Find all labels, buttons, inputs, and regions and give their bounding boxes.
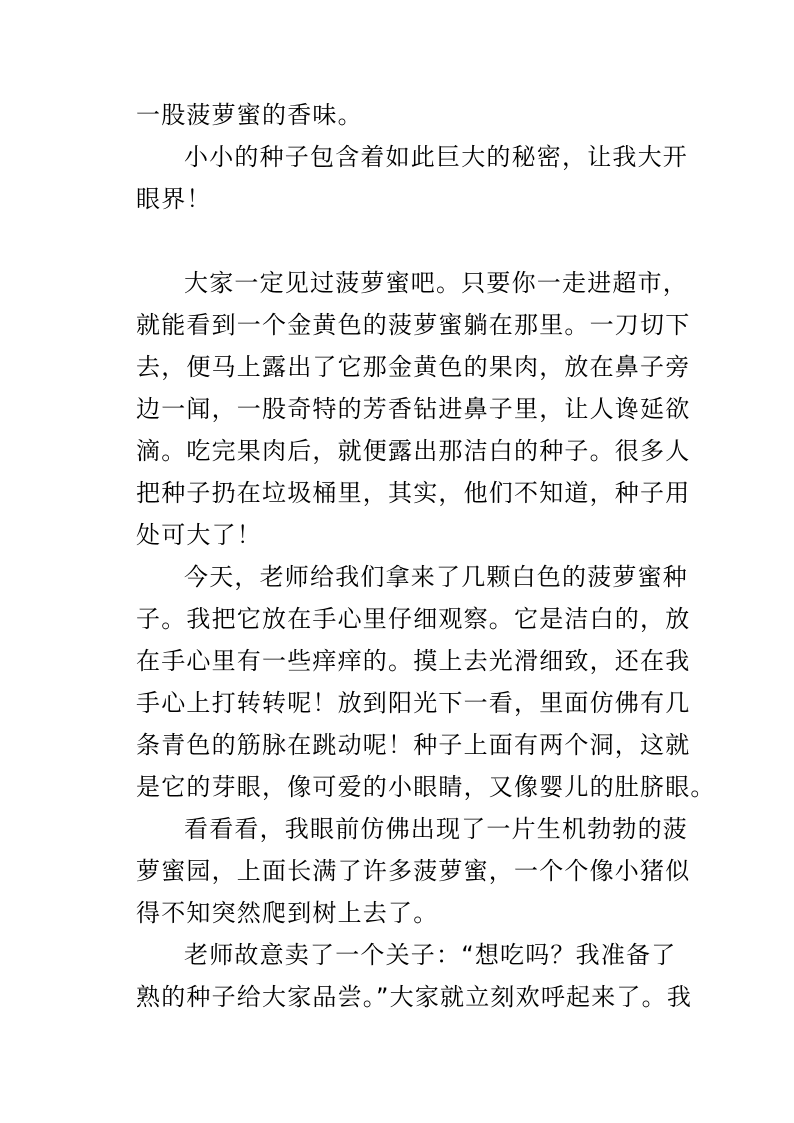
- paragraph: [136, 934, 693, 1018]
- text-line: 边一闻，一股奇特的芳香钻进鼻子里，让人谗延欲: [136, 395, 691, 423]
- text-line: 小小的种子包含着如此巨大的秘密，让我大开: [184, 143, 688, 171]
- paragraph: [136, 808, 691, 934]
- text-line: 条青色的筋脉在跳动呢！种子上面有两个洞，这就: [136, 731, 691, 759]
- text-line: 眼界！: [136, 185, 212, 213]
- text-line: 子。我把它放在手心里仔细观察。它是洁白的，放: [136, 605, 691, 633]
- text-line: 熟的种子给大家品尝。”大家就立刻欢呼起来了。我: [136, 983, 693, 1011]
- text-line: 萝蜜园，上面长满了许多菠萝蜜，一个个像小猪似: [136, 857, 691, 885]
- text-line: 得不知突然爬到树上去了。: [136, 899, 439, 927]
- text-line: 就能看到一个金黄色的菠萝蜜躺在那里。一刀切下: [136, 311, 691, 339]
- text-line: 滴。吃完果肉后，就便露出那洁白的种子。很多人: [136, 437, 691, 465]
- text-line: 手心上打转转呢！放到阳光下一看，里面仿佛有几: [136, 689, 691, 717]
- document-body: [136, 94, 716, 1018]
- text-line: 在手心里有一些痒痒的。摸上去光滑细致，还在我: [136, 647, 691, 675]
- text-line: 一股菠萝蜜的香味。: [136, 101, 363, 129]
- text-line: 看看看，我眼前仿佛出现了一片生机勃勃的菠: [184, 815, 688, 843]
- paragraph: [136, 262, 691, 556]
- text-line: 是它的芽眼，像可爱的小眼睛，又像婴儿的肚脐眼。: [136, 773, 716, 801]
- text-line: 老师故意卖了一个关子：“想吃吗？我准备了: [184, 941, 677, 969]
- paragraph-gap: [136, 220, 666, 262]
- text-line: 今天，老师给我们拿来了几颗白色的菠萝蜜种: [184, 563, 688, 591]
- text-line: 大家一定见过菠萝蜜吧。只要你一走进超市，: [184, 269, 688, 297]
- text-line: 处可大了！: [136, 521, 262, 549]
- text-line: 去，便马上露出了它那金黄色的果肉，放在鼻子旁: [136, 353, 691, 381]
- paragraph: [136, 556, 716, 808]
- text-line: 把种子扔在垃圾桶里，其实，他们不知道，种子用: [136, 479, 691, 507]
